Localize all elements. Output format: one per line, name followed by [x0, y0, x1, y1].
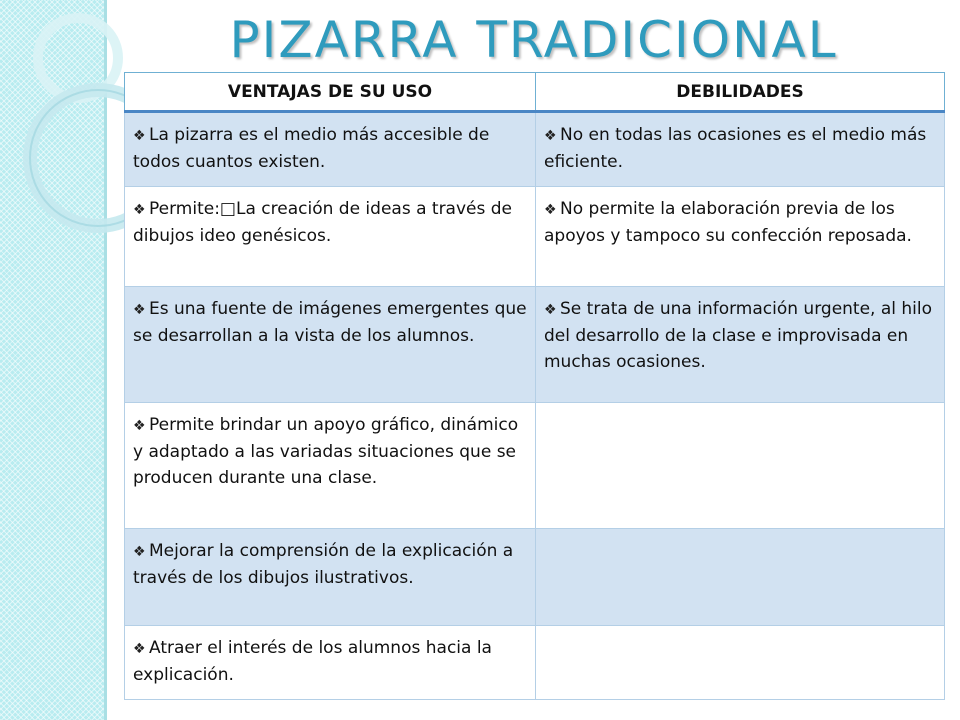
ventaja-text: Mejorar la comprensión de la explicación a través de los dibujos ilustrativos.: [133, 541, 514, 588]
debilidad-cell: [536, 403, 945, 529]
ventaja-text: Es una fuente de imágenes emergentes que se desarrollan a la vista de los alumnos.: [133, 299, 527, 346]
ventaja-cell: [125, 626, 536, 700]
bullet-icon: ❖: [544, 302, 557, 318]
table-header-row: [125, 73, 945, 112]
ventaja-text: Permite:□La creación de ideas a través de dibujos ideo genésicos.: [133, 199, 513, 246]
table-row: [125, 287, 945, 403]
bullet-icon: ❖: [133, 544, 146, 560]
debilidad-cell: [536, 112, 945, 187]
comparison-table: [124, 72, 945, 700]
debilidad-text: No permite la elaboración previa de los apoyos y tampoco su confección reposada.: [544, 199, 912, 246]
ventaja-text: Atraer el interés de los alumnos hacia la explicación.: [133, 638, 492, 685]
bullet-icon: ❖: [133, 202, 146, 218]
debilidad-text: No en todas las ocasiones es el medio más eficiente.: [544, 125, 927, 172]
ventaja-text: Permite brindar un apoyo gráfico, dinámico y adaptado a las variadas situaciones que se producen durante una clase.: [133, 415, 519, 488]
bullet-icon: ❖: [133, 641, 146, 657]
bullet-icon: ❖: [133, 418, 146, 434]
table-row: [125, 626, 945, 700]
header-debilidades: DEBILIDADES: [536, 73, 945, 112]
header-ventajas: VENTAJAS DE SU USO: [125, 73, 536, 112]
bullet-icon: ❖: [544, 128, 557, 144]
debilidad-cell: [536, 626, 945, 700]
debilidad-cell: [536, 287, 945, 403]
ventaja-cell: [125, 187, 536, 287]
ventaja-cell: [125, 287, 536, 403]
table-row: [125, 112, 945, 187]
ventaja-text: La pizarra es el medio más accesible de todos cuantos existen.: [133, 125, 490, 172]
debilidad-cell: [536, 529, 945, 626]
bullet-icon: ❖: [133, 128, 146, 144]
ventaja-cell: [125, 112, 536, 187]
bullet-icon: ❖: [544, 202, 557, 218]
debilidad-text: Se trata de una información urgente, al hilo del desarrollo de la clase e improvisada en muchas ocasiones.: [544, 299, 933, 372]
debilidad-cell: [536, 187, 945, 287]
table-row: [125, 403, 945, 529]
ventaja-cell: [125, 529, 536, 626]
slide-title: PIZARRA TRADICIONAL: [229, 11, 838, 69]
ventaja-cell: [125, 403, 536, 529]
bullet-icon: ❖: [133, 302, 146, 318]
table-row: [125, 529, 945, 626]
table-row: [125, 187, 945, 287]
